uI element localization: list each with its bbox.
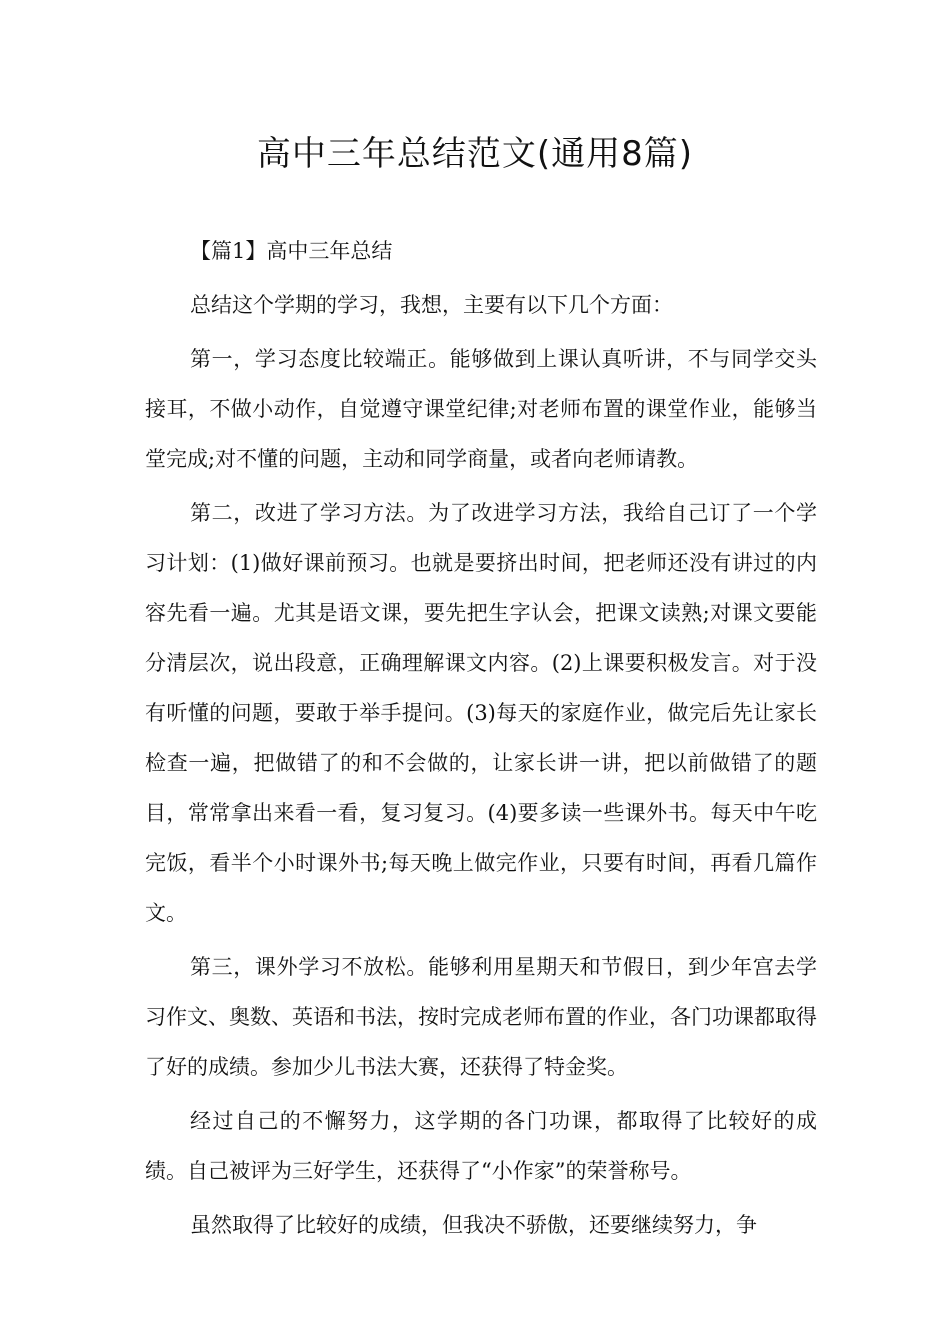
section-heading: 【篇1】高中三年总结 bbox=[190, 239, 393, 263]
document-body bbox=[145, 228, 817, 1254]
paragraph-first: 第一，学习态度比较端正。能够做到上课认真听讲，不与同学交头接耳，不做小动作，自觉遵守课堂纪律;对老师布置的课堂作业，能够当堂完成;对不懂的问题，主动和同学商量，或者向老师请教。 bbox=[145, 347, 817, 471]
paragraph-result: 经过自己的不懈努力，这学期的各门功课，都取得了比较好的成绩。自己被评为三好学生，还获得了“小作家”的荣誉称号。 bbox=[145, 1109, 817, 1183]
document-title: 高中三年总结范文(通用8篇) bbox=[256, 134, 694, 174]
paragraph-third: 第三，课外学习不放松。能够利用星期天和节假日，到少年宫去学习作文、奥数、英语和书法，按时完成老师布置的作业，各门功课都取得了好的成绩。参加少儿书法大赛，还获得了特金奖。 bbox=[145, 955, 817, 1079]
paragraph-continue: 虽然取得了比较好的成绩，但我决不骄傲，还要继续努力，争 bbox=[190, 1213, 757, 1237]
paragraph-intro: 总结这个学期的学习，我想，主要有以下几个方面： bbox=[190, 293, 673, 317]
paragraph-second: 第二，改进了学习方法。为了改进学习方法，我给自己订了一个学习计划：(1)做好课前预习。也就是要挤出时间，把老师还没有讲过的内容先看一遍。尤其是语文课，要先把生字认会，把课文读熟;对课文要能分清层次，说出段意，正确理解课文内容。(2)上课要积极发言。对于没有听懂的问题，要敢于举手提问。(3)每天的家庭作业，做完后先让家长检查一遍，把做错了的和不会做的，让家长讲一讲，把以前做错了的题目，常常拿出来看一看，复习复习。(4)要多读一些课外书。每天中午吃完饭，看半个小时课外书;每天晚上做完作业，只要有时间，再看几篇作文。 bbox=[145, 501, 817, 925]
